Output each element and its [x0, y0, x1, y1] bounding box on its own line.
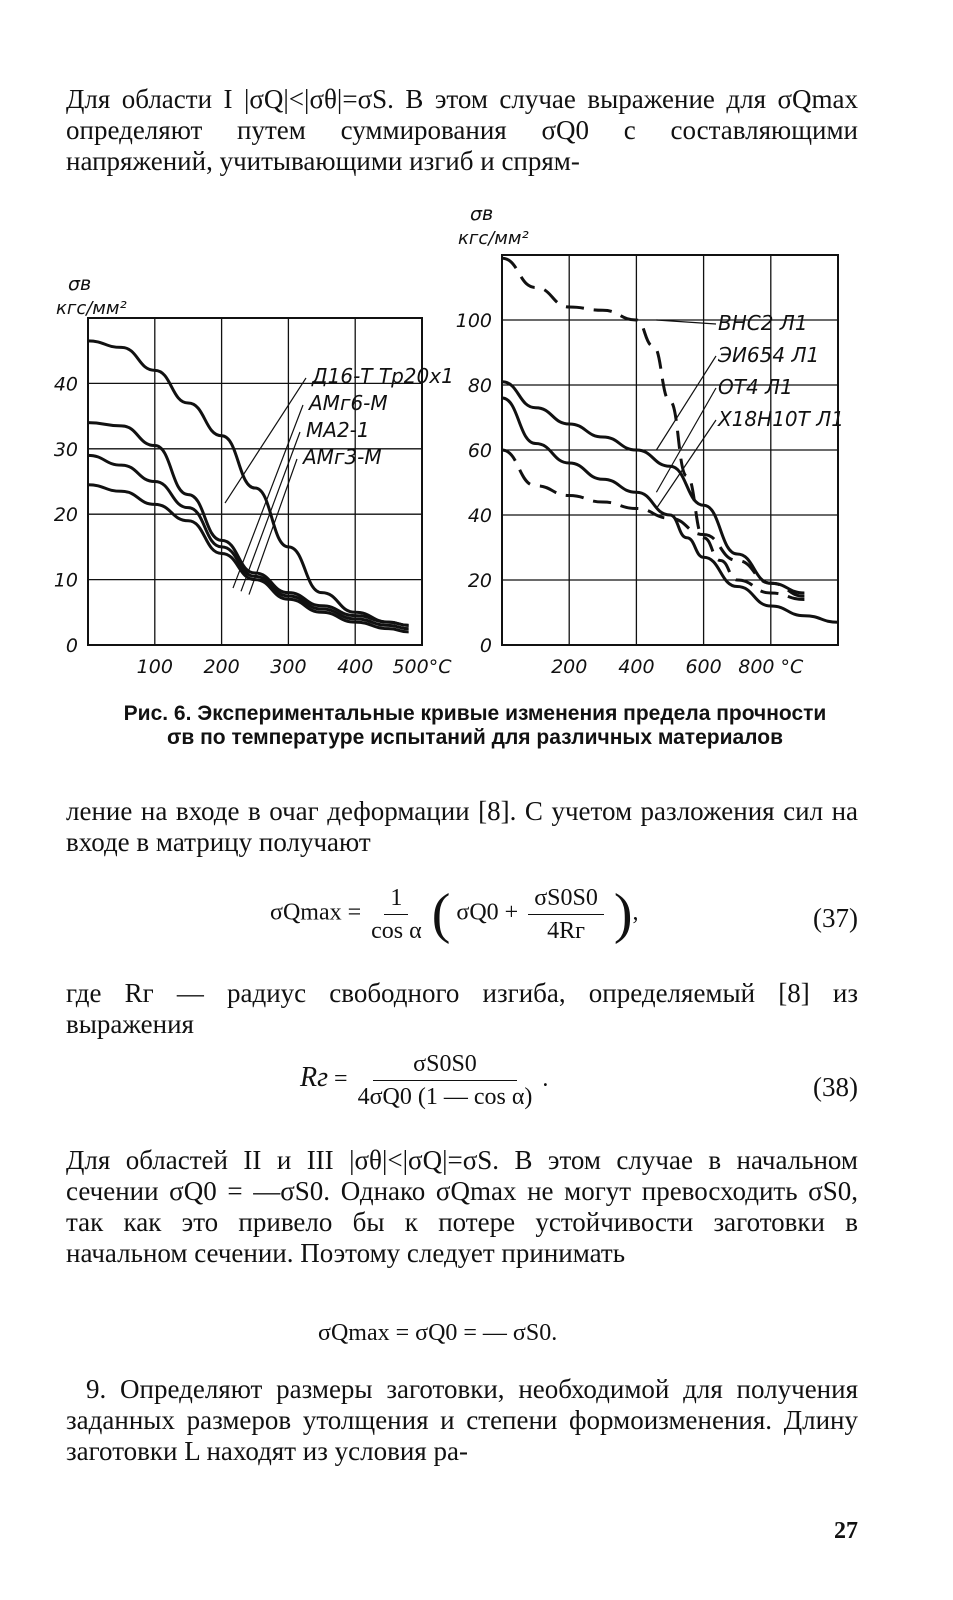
y-tick-label: 80	[467, 375, 492, 397]
equation-39: σQmax = σQ0 = — σS0.	[318, 1320, 558, 1346]
series-label-3: АМг3-М	[303, 445, 382, 469]
paragraph-step-9: 9. Определяют размеры заготовки, необходимой для получения заданных размеров утолщения и степени формоизменения. Длину заготовки L находят из условия ра-	[66, 1374, 858, 1466]
equation-37: σQmax = $\frac{1}{\text{cos α}}$ ( σQ0 + $\frac{\sigma S0S0}{4Rг}$ ),	[270, 883, 639, 945]
paragraph-regions: Для областей II и III |σθ|<|σQ|=σS. В этом случае в начальном сечении σQ0 = —σS0. Однако σQmax не могут превосходить σS0, так как это привело бы к потере устойчивости заготовки в начальном сечении. Поэтому следует принимать	[66, 1145, 858, 1268]
series-label-3: Х18Н10Т Л1	[718, 407, 844, 431]
y-tick-label: 20	[53, 504, 78, 527]
series-label-0: Д16-Т Тр20х1	[312, 364, 454, 388]
y-tick-label: 0	[65, 635, 78, 657]
x-tick-label: 300	[270, 656, 307, 678]
series-leader-0	[225, 378, 306, 503]
series-label-1: АМг6-М	[309, 391, 388, 415]
chart-left	[54, 273, 454, 678]
eq38-num: σS0S0	[373, 1050, 517, 1081]
y-axis-unit: кгс/мм²	[56, 298, 127, 319]
equation-38-number: (38)	[813, 1072, 858, 1102]
eq38-fraction	[358, 1050, 533, 1111]
y-tick-label: 30	[53, 438, 78, 461]
y-tick-label: 60	[467, 440, 492, 462]
eq37-term1: σQ0	[456, 899, 499, 926]
eq37-term2	[528, 884, 604, 945]
x-tick-label: 800 °C	[738, 656, 804, 678]
x-tick-label: 500°C	[392, 656, 452, 678]
series-label-1: ЭИ654 Л1	[718, 343, 820, 367]
paragraph-deformation: ление на входе в очаг деформации [8]. С учетом разложения сил на входе в матрицу получают	[66, 796, 858, 857]
y-axis-label: σв	[68, 273, 92, 295]
figure-caption	[60, 702, 890, 750]
eq37-lhs: σQmax	[270, 899, 342, 926]
paragraph-radius: где Rг — радиус свободного изгиба, определяемый [8] из выражения	[66, 978, 858, 1039]
y-tick-label: 20	[467, 570, 492, 592]
page-number: 27	[834, 1518, 858, 1544]
caption-line-2: σв по температуре испытаний для различных материалов	[167, 726, 783, 749]
series-label-2: ОТ4 Л1	[718, 375, 793, 399]
eq38-lhs: Rг	[300, 1062, 329, 1094]
eq37-frac-num: 1	[384, 884, 408, 915]
y-axis-unit: кгс/мм²	[458, 228, 529, 249]
eq37-term2-num: σS0S0	[528, 884, 604, 915]
eq37-frac-den: cos α	[371, 917, 422, 944]
y-tick-label: 100	[455, 310, 492, 332]
y-tick-label: 40	[467, 505, 492, 527]
equation-37-number: (37)	[813, 903, 858, 933]
x-tick-label: 200	[551, 656, 588, 678]
chart-right	[456, 203, 844, 678]
caption-line-1: Рис. 6. Экспериментальные кривые изменения предела прочности	[123, 702, 827, 725]
equation-38: Rг = $\frac{\sigma S0S0}{\text{4σQ0 (1 — cos α)}}$ .	[300, 1051, 549, 1110]
figure-6	[0, 0, 953, 700]
x-tick-label: 100	[136, 656, 173, 678]
series-leader-2	[241, 432, 300, 591]
series-line-3	[88, 485, 409, 632]
x-tick-label: 400	[337, 656, 374, 678]
series-label-0: ВНС2 Л1	[718, 311, 808, 335]
series-label-2: МА2-1	[306, 418, 370, 442]
y-tick-label: 10	[53, 569, 78, 592]
y-axis-label: σв	[470, 203, 494, 225]
y-tick-label: 0	[479, 635, 492, 657]
series-line-2	[88, 455, 409, 628]
eq37-term2-den: 4Rг	[547, 917, 585, 944]
x-tick-label: 400	[618, 656, 655, 678]
paragraph-intro: Для области I |σQ|<|σθ|=σS. В этом случае выражение для σQmax определяют путем суммирования σQ0 с составляющими напряжений, учитывающими изгиб и спрям-	[66, 84, 858, 176]
x-tick-label: 600	[685, 656, 722, 678]
eq37-fraction	[371, 884, 422, 945]
eq38-den: 4σQ0 (1 — cos α)	[357, 1084, 533, 1110]
series-leader-1	[233, 405, 303, 588]
y-tick-label: 40	[53, 373, 78, 396]
x-tick-label: 200	[203, 656, 240, 678]
